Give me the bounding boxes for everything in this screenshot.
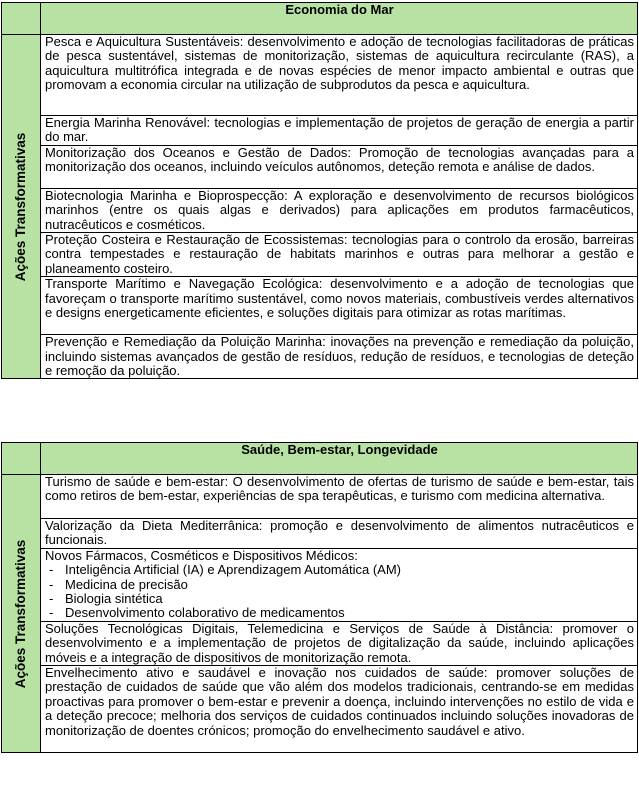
side-label-cell bbox=[2, 475, 41, 753]
row-cell: Monitorização dos Oceanos e Gestão de Dados: Promoção de tecnologias avançadas para a monitorização dos oceanos, incluindo veículos autônomos, deteção remota e análise de dados. bbox=[41, 145, 638, 188]
table-header-row bbox=[2, 3, 638, 35]
header-empty-cell bbox=[2, 3, 41, 35]
table-row bbox=[2, 188, 638, 232]
row-cell: Pesca e Aquicultura Sustentáveis: desenvolvimento e adoção de tecnologias facilitadoras de práticas de pesca sustentável, sistemas de monitorização, sistemas de aquicultura recirculante (RAS), a aquicultura multitrófica integrada e de novas espécies de menor impacto ambiental e outras que promovam a economia circular na utilização de subprodutos da pesca e aquicultura. bbox=[41, 35, 638, 116]
table-row bbox=[2, 519, 638, 549]
table-saude-bem-estar-longevidade bbox=[1, 442, 638, 753]
side-label-cell bbox=[2, 35, 41, 379]
row-cell: Proteção Costeira e Restauração de Ecossistemas: tecnologias para o controlo da erosão, barreiras contra tempestades e restauração de habitats marinhos e outras para melhorar a gestão e planeamento costeiro. bbox=[41, 233, 638, 277]
bullet-list bbox=[45, 563, 634, 621]
table-title: Saúde, Bem-estar, Longevidade bbox=[41, 443, 638, 475]
table-row bbox=[2, 145, 638, 188]
row-intro-text: Novos Fármacos, Cosméticos e Dispositivos Médicos: bbox=[45, 547, 358, 563]
header-empty-cell bbox=[2, 443, 41, 475]
table-title: Economia do Mar bbox=[41, 3, 638, 35]
table-row bbox=[2, 233, 638, 277]
table-header-row bbox=[2, 443, 638, 475]
table-row bbox=[2, 666, 638, 753]
table-row bbox=[2, 475, 638, 519]
bullet-item: - Inteligência Artificial (IA) e Aprendizagem Automática (AM) bbox=[45, 563, 634, 577]
bullet-item: - Biologia sintética bbox=[45, 592, 634, 606]
table-row bbox=[2, 116, 638, 146]
table-row bbox=[2, 548, 638, 621]
table-row bbox=[2, 277, 638, 335]
bullet-item: - Desenvolvimento colaborativo de medicamentos bbox=[45, 606, 634, 620]
row-cell: Soluções Tecnológicas Digitais, Telemedicina e Serviços de Saúde à Distância: promover o desenvolvimento e a implementação de projetos de digitalização da saúde, incluindo aplicações móveis e a integração de dispositivos de monitorização remota. bbox=[41, 621, 638, 665]
row-cell: Biotecnologia Marinha e Bioprospecção: A exploração e desenvolvimento de recursos biológicos marinhos (entre os quais algas e derivados) para aplicações em produtos farmacêuticos, nutracêuticos e cosméticos. bbox=[41, 188, 638, 232]
table-economia-do-mar bbox=[1, 2, 638, 379]
table-row bbox=[2, 621, 638, 665]
row-cell: Turismo de saúde e bem-estar: O desenvolvimento de ofertas de turismo de saúde e bem-estar, tais como retiros de bem-estar, experiências de spa terapêuticas, e turismo com medicina alternativa. bbox=[41, 475, 638, 519]
row-cell: Valorização da Dieta Mediterrânica: promoção e desenvolvimento de alimentos nutracêuticos e funcionais. bbox=[41, 519, 638, 549]
row-cell: Prevenção e Remediação da Poluição Marinha: inovações na prevenção e remediação da poluição, incluindo sistemas avançados de gestão de resíduos, redução de resíduos, e tecnologias de deteção e remoção da poluição. bbox=[41, 335, 638, 379]
side-label: Ações Transformativas bbox=[12, 132, 28, 282]
row-cell: Energia Marinha Renovável: tecnologias e implementação de projetos de geração de energia a partir do mar. bbox=[41, 116, 638, 146]
side-label: Ações Transformativas bbox=[12, 539, 28, 688]
row-cell: Envelhecimento ativo e saudável e inovação nos cuidados de saúde: promover soluções de prestação de cuidados de saúde que vão além dos modelos tradicionais, centrando-se em medidas proactivas para promover o bem-estar e prevenir a doença, incluindo intervenções no estilo de vida e a deteção precoce; melhoria dos serviços de cuidados continuados incluindo soluções inovadoras de monitorização de doentes crónicos; promoção do envelhecimento saudável e ativo. bbox=[41, 666, 638, 753]
table-row bbox=[2, 35, 638, 116]
table-row bbox=[2, 335, 638, 379]
row-cell: Transporte Marítimo e Navegação Ecológica: desenvolvimento e a adoção de tecnologias que favoreçam o transporte marítimo sustentável, como novos materiais, combustíveis verdes alternativos e designs energeticamente eficientes, e soluções digitais para otimizar as rotas marítimas. bbox=[41, 277, 638, 335]
row-cell bbox=[41, 548, 638, 621]
bullet-item: - Medicina de precisão bbox=[45, 578, 634, 592]
